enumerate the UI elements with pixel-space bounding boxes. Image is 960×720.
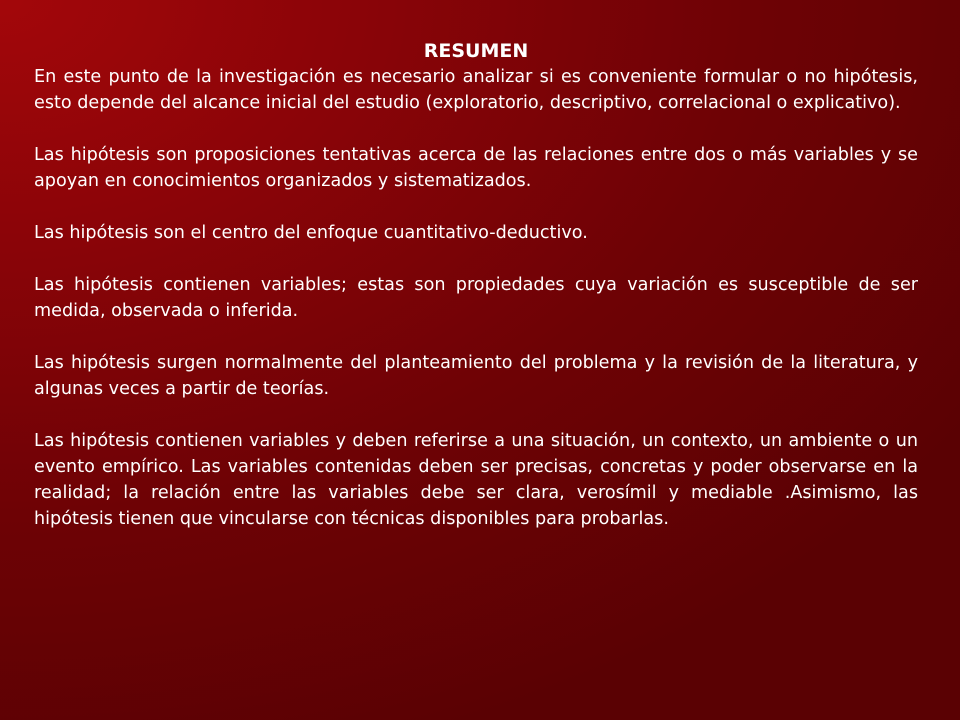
slide-content bbox=[34, 38, 918, 532]
paragraph-2: Las hipótesis son proposiciones tentativas acerca de las relaciones entre dos o más variables y se apoyan en conocimientos organizados y sistematizados. bbox=[34, 145, 918, 191]
paragraph-1: En este punto de la investigación es necesario analizar si es conveniente formular o no hipótesis, esto depende del alcance inicial del estudio (exploratorio, descriptivo, correlacional o explicativo). bbox=[34, 67, 918, 113]
paragraph-6: Las hipótesis contienen variables y deben referirse a una situación, un contexto, un ambiente o un evento empírico. Las variables contenidas deben ser precisas, concretas y poder observarse en la realidad; la relación entre las variables debe ser clara, verosímil y mediable .Asimismo, las hipótesis tienen que vincularse con técnicas disponibles para probarlas. bbox=[34, 431, 918, 529]
slide-title: RESUMEN bbox=[423, 40, 529, 62]
paragraph-5: Las hipótesis surgen normalmente del planteamiento del problema y la revisión de la literatura, y algunas veces a partir de teorías. bbox=[34, 353, 918, 399]
paragraph-4: Las hipótesis contienen variables; estas son propiedades cuya variación es susceptible de ser medida, observada o inferida. bbox=[34, 275, 918, 321]
paragraph-3: Las hipótesis son el centro del enfoque cuantitativo-deductivo. bbox=[34, 223, 588, 243]
